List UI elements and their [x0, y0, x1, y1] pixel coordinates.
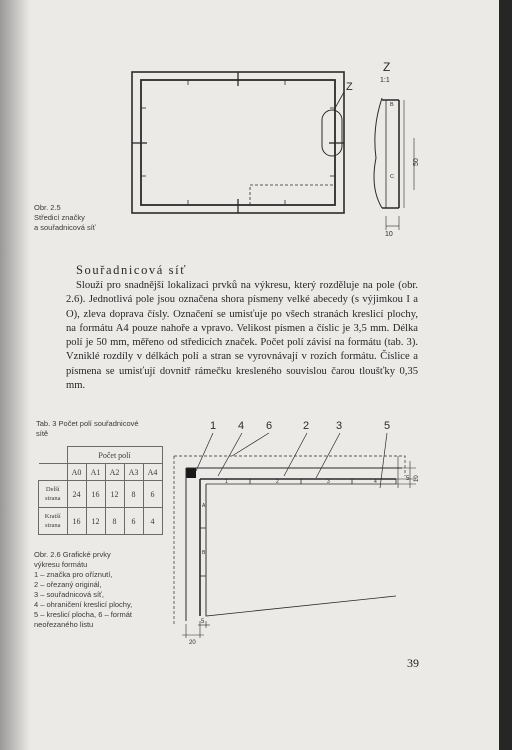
figure-centering-marks: [120, 58, 420, 238]
detail-scale: 1:1: [380, 77, 390, 84]
table-cell: 12: [86, 508, 105, 535]
figure2-caption-line: 3 – souřadnicová síť,: [34, 590, 104, 599]
row-label-line: strana: [44, 522, 61, 529]
figure2-caption-line: neořezaného listu: [34, 620, 94, 629]
figure2-caption-line: výkresu formátu: [34, 560, 88, 569]
figure2-caption-line: Obr. 2.6 Grafické prvky: [34, 550, 111, 559]
detail-letter-b: B: [390, 102, 394, 108]
dim-5-left: 5: [201, 619, 205, 625]
table-cell: 24: [67, 481, 86, 508]
grid-ticks: [141, 80, 335, 205]
table-corner-cell: [39, 464, 68, 481]
table-row: [39, 508, 163, 535]
figure1-caption-number: Obr. 2.5: [34, 203, 61, 212]
row-label: [39, 481, 68, 508]
table-cell: 6: [143, 481, 162, 508]
callout-number: 6: [266, 420, 273, 432]
grid-number: 3: [327, 479, 330, 485]
table-cell: 8: [105, 508, 124, 535]
figure-graphic-elements: [170, 416, 420, 646]
table-row: [39, 481, 163, 508]
table-group-header: Počet polí: [67, 447, 162, 464]
grid-number: 1: [225, 479, 228, 485]
dim-20: 20: [189, 640, 196, 646]
figure1-caption: [34, 203, 96, 233]
grid-number: 2: [276, 479, 279, 485]
zone-oval: [322, 110, 342, 156]
callout-number: 2: [303, 420, 310, 432]
table-cell: 8: [124, 481, 143, 508]
table-cell: 4: [143, 508, 162, 535]
title-block-outline: [250, 185, 335, 205]
grid-ticks: [200, 479, 352, 576]
detail-letter-c: C: [390, 174, 394, 180]
table-cell: 12: [105, 481, 124, 508]
figure1-caption-line: Středicí značky: [34, 213, 85, 222]
column-header: A1: [86, 464, 105, 481]
row-label: [39, 508, 68, 535]
section-title: Souřadnicová síť: [76, 263, 188, 277]
grid-letter: B: [202, 550, 206, 556]
section-paragraph: Slouží pro snadnější lokalizaci prvků na výkresu, který rozděluje na pole (obr. 2.6). Jednotlivá pole jsou označena shora písmeny velké abecedy (s výjimkou I a O), zleva doprava čísly. Označení se umisťuje po všech stranách kreslicí plochy, na formátu A4 pouze nahoře a vpravo. Velikost písmen a číslic je 3,5 mm. Délka polí je 50 mm, měřeno od středicích značek. Počet polí závisí na formátu (tab. 3). Vzniklé rozdíly v délkách polí a stran se vyrovnávají v rozích formátu. Číslice a písmena se umisťují dovnitř rámečku kresleného souvislou čarou tloušťky 0,35 mm.: [66, 280, 418, 392]
drawing-frame: [141, 80, 335, 205]
grid-letter: A: [202, 503, 206, 509]
callout-number: 4: [238, 420, 245, 432]
callout-number: 1: [210, 420, 217, 432]
table-cell: 16: [86, 481, 105, 508]
callout-number: 5: [384, 420, 391, 432]
column-header: A2: [105, 464, 124, 481]
table-caption-line: sítě: [36, 429, 49, 438]
dim-5-top: 5: [406, 476, 410, 482]
drawing-area-edge: [206, 484, 396, 616]
row-label-line: Delší: [45, 486, 60, 493]
column-header: A4: [143, 464, 162, 481]
table-cell: 6: [124, 508, 143, 535]
figure2-caption: [34, 550, 132, 630]
page-number: 39: [407, 656, 419, 670]
detail-view: [374, 98, 414, 230]
table-caption: [36, 419, 139, 439]
column-header: A0: [67, 464, 86, 481]
grid-number: 4: [374, 479, 377, 485]
table-caption-line: Tab. 3 Počet polí souřadnicové: [36, 419, 139, 428]
sheet-outer-frame: [132, 72, 344, 213]
figure2-caption-line: 5 – kreslicí plocha, 6 – formát: [34, 610, 132, 619]
column-header: A3: [124, 464, 143, 481]
zone-label: Z: [346, 81, 353, 93]
figure2-caption-line: 2 – ořezaný originál,: [34, 580, 102, 589]
section-body: [66, 279, 418, 393]
binding-shadow: [0, 0, 30, 750]
figure2-caption-line: 4 – ohraničení kreslicí plochy,: [34, 600, 133, 609]
figure2-caption-line: 1 – značka pro oříznutí,: [34, 570, 113, 579]
detail-label: Z: [383, 60, 391, 74]
dim-10: 10: [385, 231, 393, 238]
field-count-table: [38, 446, 163, 535]
table-corner-cell: [39, 447, 68, 464]
figure1-caption-line: a souřadnicová síť: [34, 223, 96, 232]
dim-50: 50: [413, 158, 420, 166]
trim-mark: [186, 468, 196, 478]
row-label-line: Kratší: [44, 513, 61, 520]
row-label-line: strana: [44, 495, 61, 502]
callout-number: 3: [336, 420, 343, 432]
dim-10: 10: [414, 475, 420, 482]
table-cell: 16: [67, 508, 86, 535]
